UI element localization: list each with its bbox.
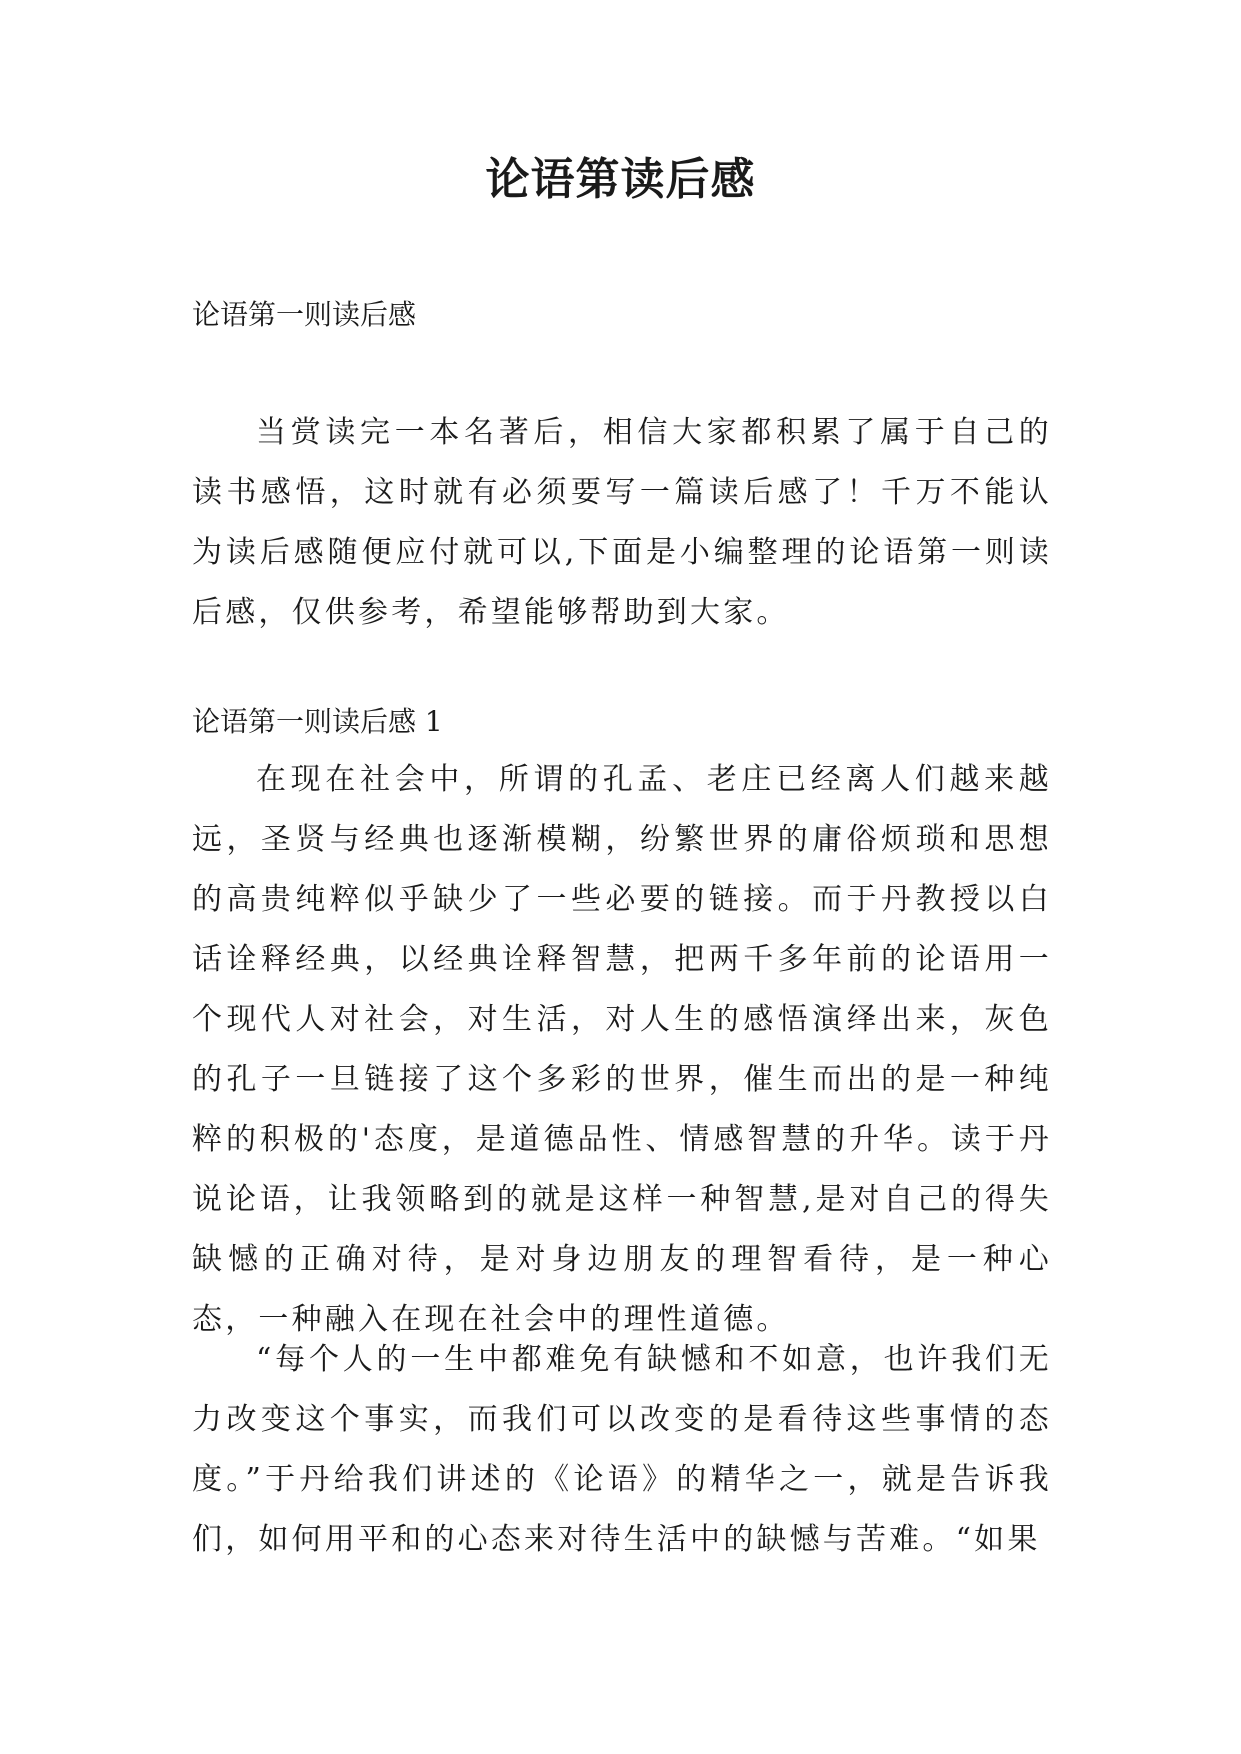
body-paragraph: 在现在社会中，所谓的孔孟、老庄已经离人们越来越远，圣贤与经典也逐渐模糊，纷繁世界的庸俗烦琐和思想的高贵纯粹似乎缺少了一些必要的链接。而于丹教授以白话诠释经典，以经典诠释智慧，把两千多年前的论语用一个现代人对社会，对生活，对人生的感悟演绎出来，灰色的孔子一旦链接了这个多彩的世界，催生而出的是一种纯粹的积极的'态度，是道德品性、情感智慧的升华。读于丹说论语，让我领略到的就是这样一种智慧,是对自己的得失缺憾的正确对待，是对身边朋友的理智看待，是一种心态，一种融入在现在社会中的理性道德。 — [192, 762, 1052, 1337]
intro-paragraph: 当赏读完一本名著后，相信大家都积累了属于自己的读书感悟，这时就有必须要写一篇读后感了！千万不能认为读后感随便应付就可以,下面是小编整理的论语第一则读后感，仅供参考，希望能够帮助到大家。 — [192, 415, 1052, 630]
document-title: 论语第读后感 — [485, 154, 756, 205]
article-heading: 论语第一则读后感 1 — [192, 705, 443, 738]
section-heading: 论语第一则读后感 — [192, 298, 417, 331]
body-paragraph: “每个人的一生中都难免有缺憾和不如意，也许我们无力改变这个事实，而我们可以改变的是看待这些事情的态度。”于丹给我们讲述的《论语》的精华之一，就是告诉我们，如何用平和的心态来对待生活中的缺憾与苦难。“如果 — [192, 1342, 1052, 1557]
